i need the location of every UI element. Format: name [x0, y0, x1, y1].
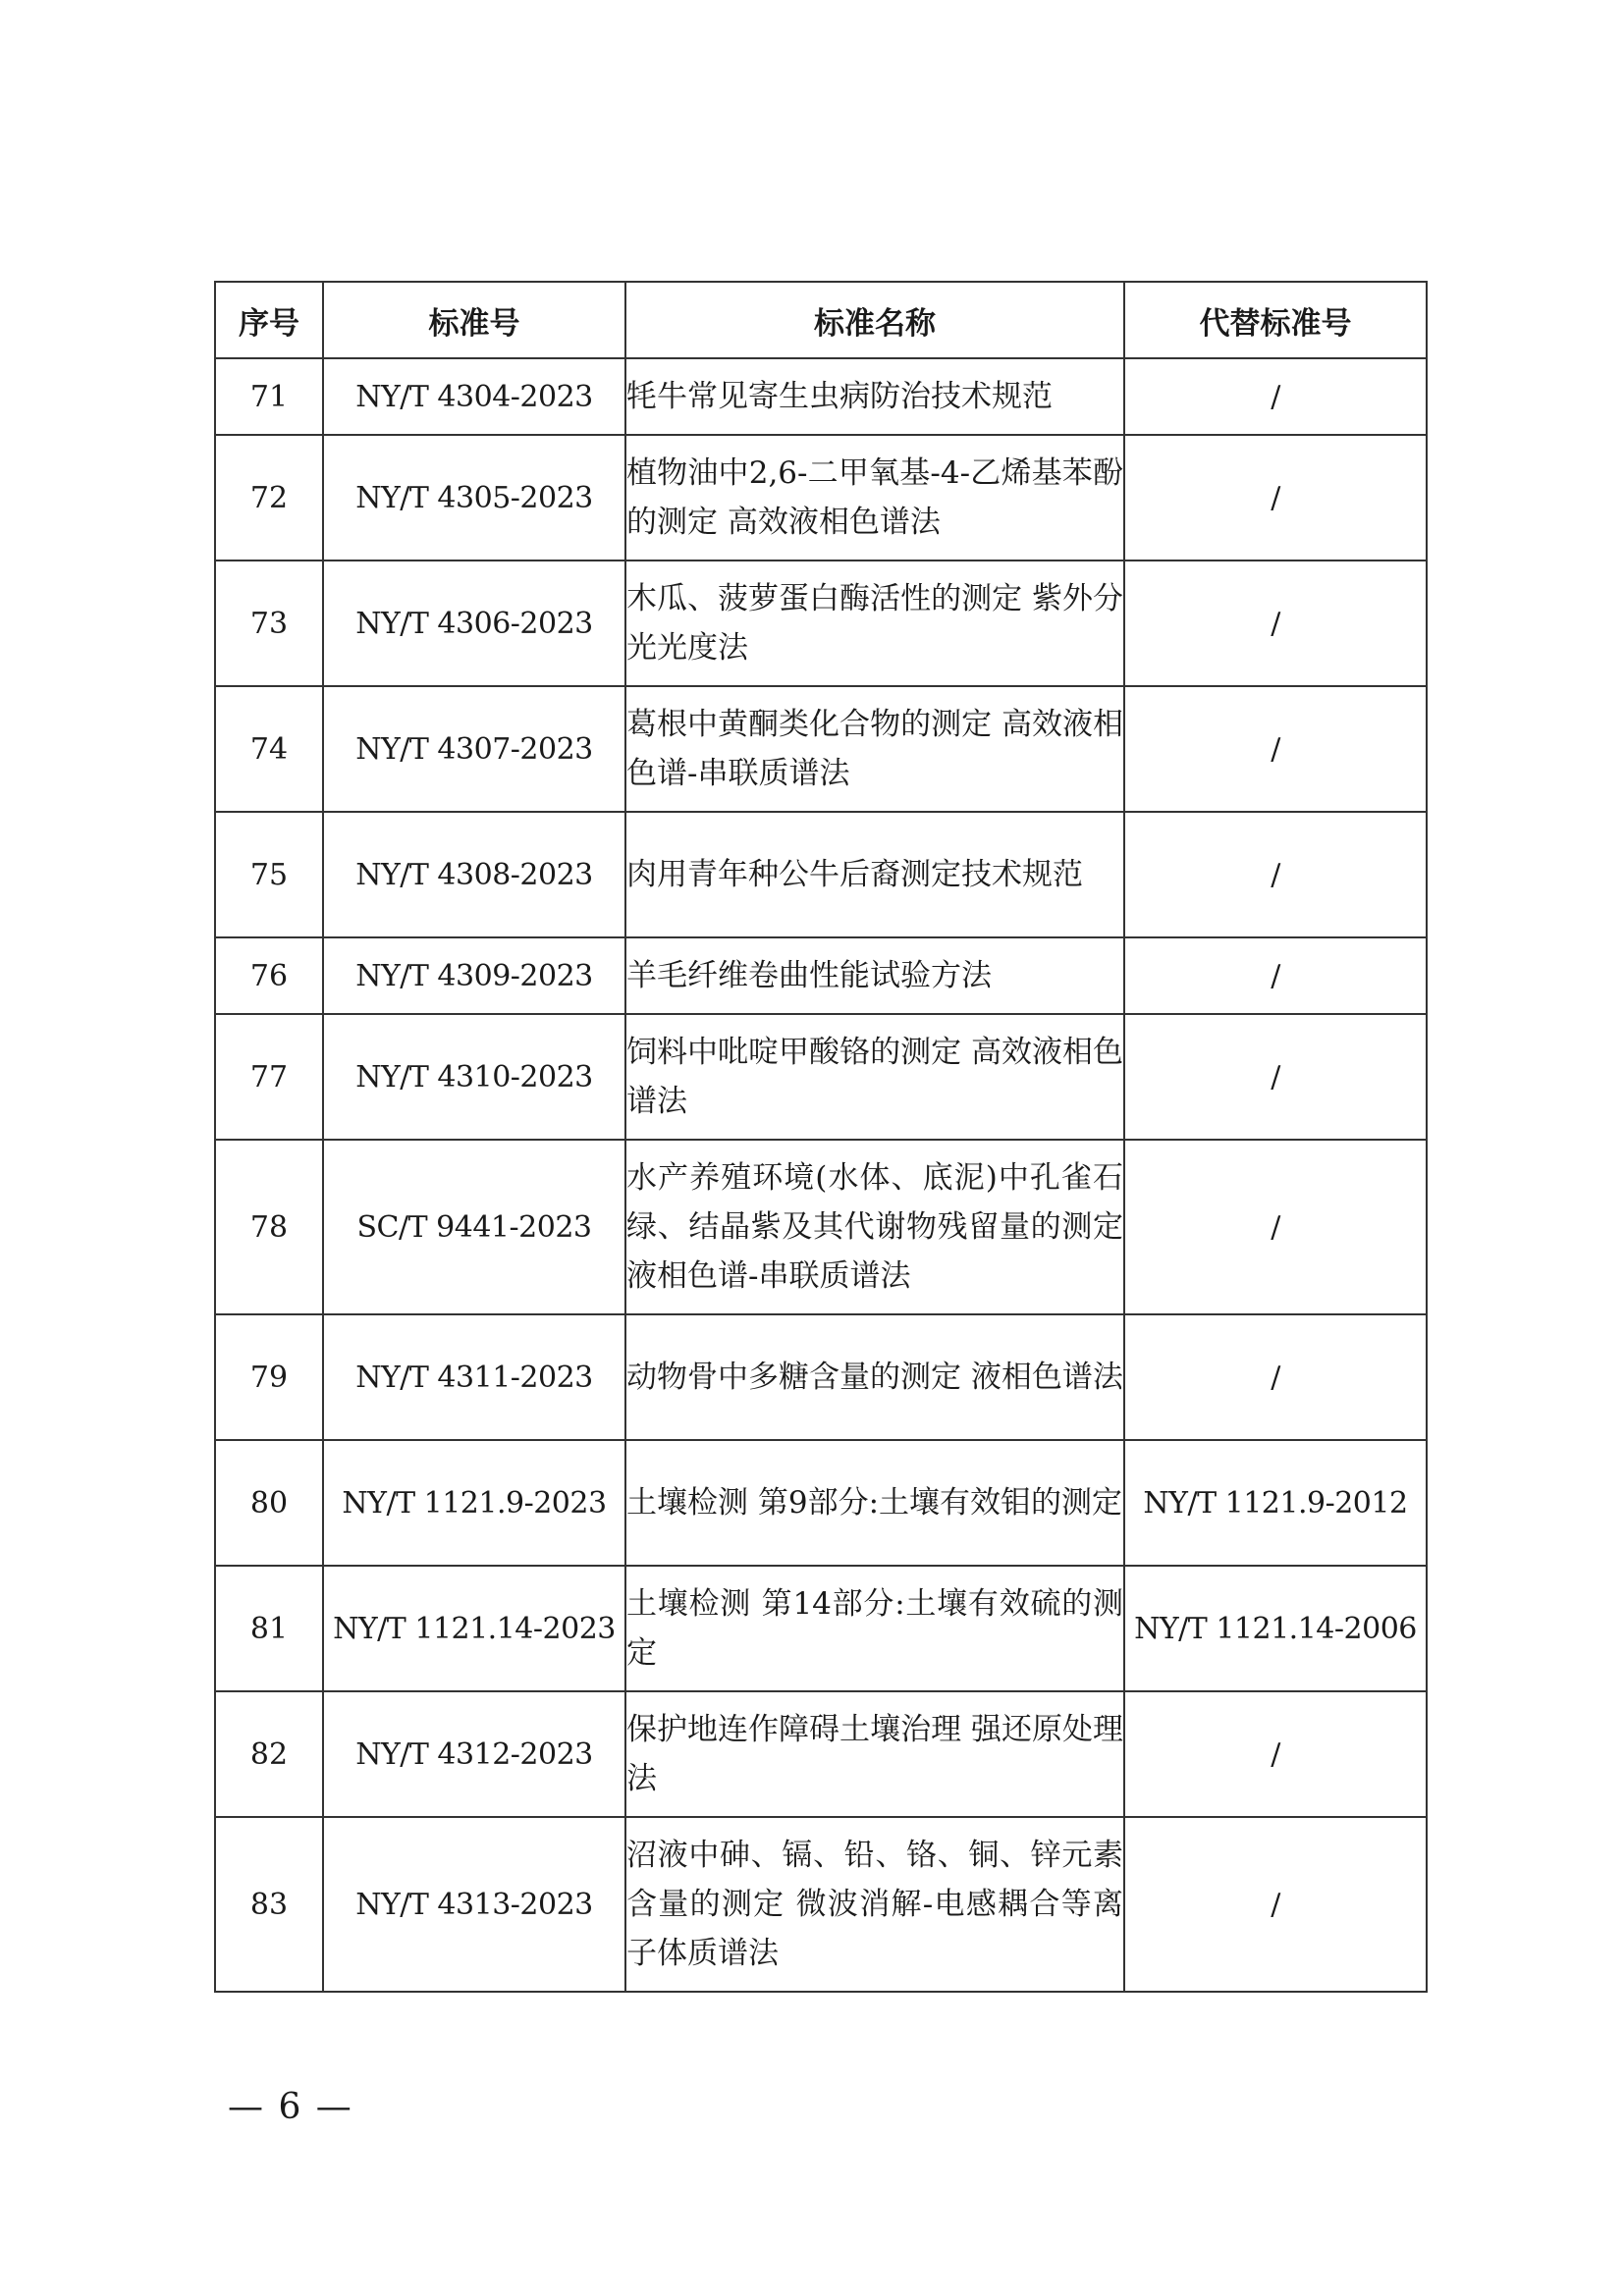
row-number: 80: [215, 1440, 323, 1566]
table-row: [215, 561, 1427, 686]
table-row: [215, 812, 1427, 937]
table-row: [215, 358, 1427, 435]
replaced-standard: /: [1124, 1014, 1427, 1140]
table-row: [215, 1566, 1427, 1691]
replaced-standard: /: [1124, 358, 1427, 435]
replaced-standard: /: [1124, 937, 1427, 1014]
table-header-row: [215, 282, 1427, 358]
standard-name: 羊毛纤维卷曲性能试验方法: [625, 937, 1124, 1014]
standard-code: NY/T 4310-2023: [323, 1014, 625, 1140]
row-number: 82: [215, 1691, 323, 1817]
standard-code: NY/T 1121.14-2023: [323, 1566, 625, 1691]
row-number: 79: [215, 1314, 323, 1440]
table-row: [215, 1314, 1427, 1440]
page-number: — 6 —: [228, 2087, 353, 2127]
replaced-standard: /: [1124, 1817, 1427, 1992]
replaced-standard: /: [1124, 812, 1427, 937]
row-number: 76: [215, 937, 323, 1014]
replaced-standard: /: [1124, 561, 1427, 686]
replaced-standard: /: [1124, 686, 1427, 812]
row-number: 73: [215, 561, 323, 686]
standard-code: NY/T 4305-2023: [323, 435, 625, 561]
row-number: 71: [215, 358, 323, 435]
standard-name: 水产养殖环境(水体、底泥)中孔雀石绿、结晶紫及其代谢物残留量的测定 液相色谱-串联质谱法: [625, 1140, 1124, 1314]
row-number: 74: [215, 686, 323, 812]
standard-name: 肉用青年种公牛后裔测定技术规范: [625, 812, 1124, 937]
table-row: [215, 435, 1427, 561]
row-number: 81: [215, 1566, 323, 1691]
standard-name: 动物骨中多糖含量的测定 液相色谱法: [625, 1314, 1124, 1440]
table-row: [215, 1014, 1427, 1140]
row-number: 72: [215, 435, 323, 561]
standard-code: NY/T 4313-2023: [323, 1817, 625, 1992]
standard-code: NY/T 4308-2023: [323, 812, 625, 937]
replaced-standard: /: [1124, 435, 1427, 561]
standard-name: 保护地连作障碍土壤治理 强还原处理法: [625, 1691, 1124, 1817]
standard-name: 植物油中2,6-二甲氧基-4-乙烯基苯酚的测定 高效液相色谱法: [625, 435, 1124, 561]
table-row: [215, 1440, 1427, 1566]
standard-name: 沼液中砷、镉、铅、铬、铜、锌元素含量的测定 微波消解-电感耦合等离子体质谱法: [625, 1817, 1124, 1992]
row-number: 77: [215, 1014, 323, 1140]
standard-code: NY/T 1121.9-2023: [323, 1440, 625, 1566]
standard-name: 土壤检测 第9部分:土壤有效钼的测定: [625, 1440, 1124, 1566]
replaced-standard: /: [1124, 1314, 1427, 1440]
header-serial-number: 序号: [215, 282, 323, 358]
standard-name: 土壤检测 第14部分:土壤有效硫的测定: [625, 1566, 1124, 1691]
standard-code: NY/T 4309-2023: [323, 937, 625, 1014]
standard-code: NY/T 4307-2023: [323, 686, 625, 812]
standard-code: NY/T 4304-2023: [323, 358, 625, 435]
standard-name: 葛根中黄酮类化合物的测定 高效液相色谱-串联质谱法: [625, 686, 1124, 812]
row-number: 75: [215, 812, 323, 937]
replaced-standard: NY/T 1121.9-2012: [1124, 1440, 1427, 1566]
standard-code: NY/T 4312-2023: [323, 1691, 625, 1817]
table-row: [215, 1691, 1427, 1817]
standard-code: NY/T 4306-2023: [323, 561, 625, 686]
replaced-standard: NY/T 1121.14-2006: [1124, 1566, 1427, 1691]
table-row: [215, 686, 1427, 812]
replaced-standard: /: [1124, 1140, 1427, 1314]
row-number: 83: [215, 1817, 323, 1992]
standard-code: NY/T 4311-2023: [323, 1314, 625, 1440]
standard-code: SC/T 9441-2023: [323, 1140, 625, 1314]
standard-name: 饲料中吡啶甲酸铬的测定 高效液相色谱法: [625, 1014, 1124, 1140]
row-number: 78: [215, 1140, 323, 1314]
header-replaced-standard: 代替标准号: [1124, 282, 1427, 358]
header-standard-code: 标准号: [323, 282, 625, 358]
standard-name: 牦牛常见寄生虫病防治技术规范: [625, 358, 1124, 435]
header-standard-name: 标准名称: [625, 282, 1124, 358]
standards-table: [214, 281, 1428, 1993]
table-row: [215, 1140, 1427, 1314]
table-row: [215, 1817, 1427, 1992]
replaced-standard: /: [1124, 1691, 1427, 1817]
table-row: [215, 937, 1427, 1014]
standard-name: 木瓜、菠萝蛋白酶活性的测定 紫外分光光度法: [625, 561, 1124, 686]
